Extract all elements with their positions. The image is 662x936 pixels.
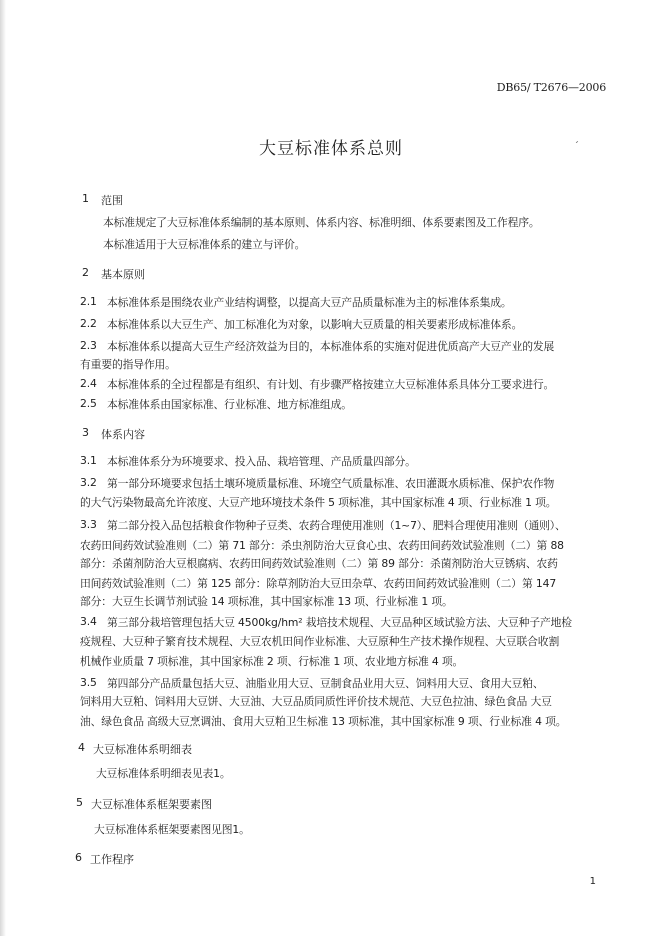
clause-2-4-number: 2.4 [80, 377, 97, 390]
clause-3-3-line-4: 田间药效试验准则（二）第 125 部分：除草剂防治大豆田杂草、农药田间药效试验准则（二）第 147 [80, 577, 557, 590]
clause-3-4-line-2: 疫规程、大豆种子繁育技术规程、大豆农机田间作业标准、大豆原种生产技术操作规程、大豆联合收割 [80, 635, 560, 648]
document-title: 大豆标准体系总则 [259, 139, 403, 159]
section-1-para-2: 本标准适用于大豆标准体系的建立与评价。 [103, 238, 306, 251]
section-3-number: 3 [82, 426, 89, 439]
section-6-number: 6 [75, 851, 82, 864]
clause-3-2-line-2: 的大气污染物最高允许浓度、大豆产地环境技术条件 5 项标准，其中国家标准 4 项、行业标准 1 项。 [80, 496, 557, 509]
clause-3-2-number: 3.2 [80, 476, 97, 489]
section-3-title: 体系内容 [101, 428, 145, 441]
section-4-para-1: 大豆标准体系明细表见表1。 [96, 767, 231, 780]
section-5-para-1: 大豆标准体系框架要素图见图1。 [94, 823, 250, 836]
clause-2-1-number: 2.1 [80, 295, 97, 308]
clause-2-5-text: 本标准体系由国家标准、行业标准、地方标准组成。 [107, 398, 352, 411]
clause-2-3-line-2: 有重要的指导作用。 [80, 358, 176, 371]
section-1-number: 1 [82, 192, 89, 205]
clause-3-3-line-1: 第二部分投入品包括粮食作物种子豆类、农药合理使用准则（1~7）、肥料合理使用准则（通则）、 [107, 519, 566, 532]
clause-3-1-text: 本标准体系分为环境要求、投入品、栽培管理、产品质量四部分。 [107, 455, 416, 468]
section-4-number: 4 [78, 741, 85, 754]
section-4-title: 大豆标准体系明细表 [93, 743, 192, 756]
standard-code: DB65/ T2676—2006 [496, 81, 606, 94]
clause-3-5-line-1: 第四部分产品质量包括大豆、油脂业用大豆、豆制食品业用大豆、饲料用大豆、食用大豆粕、 [107, 677, 544, 690]
clause-3-3-line-2: 农药田间药效试验准则（二）第 71 部分：杀虫剂防治大豆食心虫、农药田间药效试验准则（二）第 88 [80, 539, 564, 552]
clause-3-1-number: 3.1 [80, 454, 97, 467]
section-1-title: 范围 [101, 194, 123, 207]
clause-3-4-line-1: 第三部分栽培管理包括大豆 4500kg/hm² 栽培技术规程、大豆品种区域试验方法、大豆种子产地检 [107, 616, 572, 629]
clause-2-3-line-1: 本标准体系以提高大豆生产经济效益为目的，本标准体系的实施对促进优质高产大豆产业的发展 [107, 340, 555, 353]
clause-2-1-text: 本标准体系是围绕农业产业结构调整，以提高大豆产品质量标准为主的标准体系集成。 [107, 296, 512, 309]
clause-3-4-line-3: 机械作业质量 7 项标准，其中国家标准 2 项、行标准 1 项、农业地方标准 4 项。 [80, 655, 464, 668]
section-2-number: 2 [82, 266, 89, 279]
clause-3-3-number: 3.3 [80, 518, 97, 531]
clause-2-2-number: 2.2 [80, 317, 97, 330]
clause-3-3-line-3: 部分：杀菌剂防治大豆根腐病、农药田间药效试验准则（二）第 89 部分：杀菌剂防治大豆锈病、农药 [80, 557, 558, 570]
clause-2-2-text: 本标准体系以大豆生产、加工标准化为对象，以影响大豆质量的相关要素形成标准体系。 [107, 318, 523, 331]
page-number: 1 [589, 876, 596, 887]
clause-2-5-number: 2.5 [80, 397, 97, 410]
scan-mark: ´ [574, 141, 579, 152]
clause-3-5-number: 3.5 [80, 676, 97, 689]
clause-3-3-line-5: 部分：大豆生长调节剂试验 14 项标准，其中国家标准 13 项、行业标准 1 项。 [80, 595, 453, 608]
section-6-title: 工作程序 [90, 853, 134, 866]
clause-3-4-number: 3.4 [80, 615, 97, 628]
section-2-title: 基本原则 [101, 268, 145, 281]
section-5-title: 大豆标准体系框架要素图 [91, 798, 212, 811]
section-1-para-1: 本标准规定了大豆标准体系编制的基本原则、体系内容、标准明细、体系要素图及工作程序。 [103, 216, 540, 229]
clause-2-3-number: 2.3 [80, 339, 97, 352]
clause-3-2-line-1: 第一部分环境要求包括土壤环境质量标准、环境空气质量标准、农田灌溉水质标准、保护农作物 [107, 477, 555, 490]
clause-2-4-text: 本标准体系的全过程都是有组织、有计划、有步骤严格按建立大豆标准体系具体分工要求进行。 [107, 378, 555, 391]
clause-3-5-line-2: 饲料用大豆粕、饲料用大豆饼、大豆油、大豆品质同质性评价技术规范、大豆色拉油、绿色食品 大豆 [80, 695, 552, 708]
section-5-number: 5 [76, 796, 83, 809]
clause-3-5-line-3: 油、绿色食品 高级大豆烹调油、食用大豆粕卫生标准 13 项标准，其中国家标准 9 项、行业标准 4 项。 [80, 715, 567, 728]
